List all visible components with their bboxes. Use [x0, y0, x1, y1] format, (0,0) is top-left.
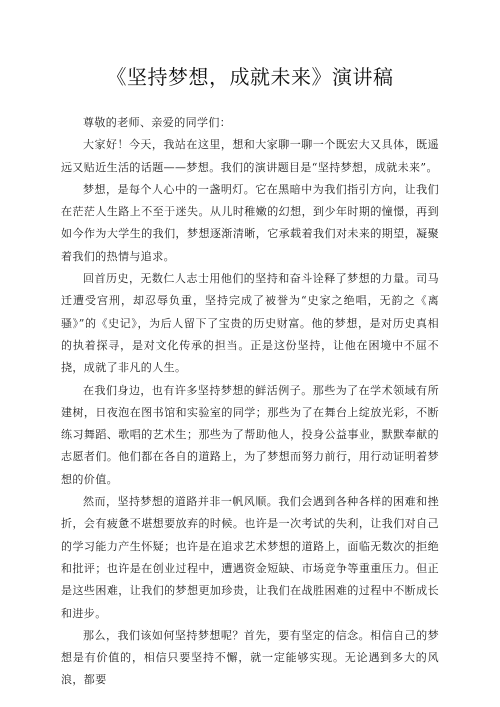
- paragraph-examples: 在我们身边，也有许多坚持梦想的鲜活例子。那些为了在学术领域有所建树，日夜泡在图书馆和实验室的同学；那些为了在舞台上绽放光彩，不断练习舞蹈、歌唱的艺术生；那些为了帮助他人，投身公益事业，默默奉献的志愿者们。他们都在各自的道路上，为了梦想而努力前行，用行动证明着梦想的价值。: [61, 383, 439, 486]
- paragraph-dream-light: 梦想，是每个人心中的一盏明灯。它在黑暗中为我们指引方向，让我们在茫茫人生路上不至于迷失。从儿时稚嫩的幻想，到少年时期的憧憬，再到如今作为大学生的我们，梦想逐渐清晰，它承载着我们对未来的期望，凝聚着我们的热情与追求。: [61, 182, 439, 263]
- document-title: 《坚持梦想，成就未来》演讲稿: [106, 65, 394, 89]
- paragraph-how-to-persist: 那么，我们该如何坚持梦想呢？首先，要有坚定的信念。相信自己的梦想是有价值的，相信只要坚持不懈，就一定能够实现。无论遇到多大的风浪，都要: [61, 628, 439, 687]
- paragraph-opening: 大家好！今天，我站在这里，想和大家聊一聊一个既宏大又具体，既遥远又贴近生活的话题——梦想。我们的演讲题目是“坚持梦想，成就未来”。: [61, 138, 439, 174]
- paragraph-difficulties: 然而，坚持梦想的道路并非一帆风顺。我们会遇到各种各样的困难和挫折，会有疲惫不堪想要放弃的时候。也许是一次考试的失利，让我们对自己的学习能力产生怀疑；也许是在追求艺术梦想的道路上，面临无数次的拒绝和批评；也许是在创业过程中，遭遇资金短缺、市场竞争等重重压力。但正是这些困难，让我们的梦想更加珍贵，让我们在战胜困难的过程中不断成长和进步。: [61, 495, 439, 620]
- paragraph-greeting: 尊敬的老师、亲爱的同学们：: [83, 116, 232, 129]
- paragraph-history: 回首历史，无数仁人志士用他们的坚持和奋斗诠释了梦想的力量。司马迁遭受宫刑，却忍辱负重，坚持完成了被誉为“史家之绝唱，无韵之《离骚》”的《史记》，为后人留下了宝贵的历史财富。他的梦想，是对历史真相的执着探寻，是对文化传承的担当。正是这份坚持，让他在困境中不屈不挠，成就了非凡的人生。: [61, 272, 439, 375]
- speech-body: [61, 112, 439, 692]
